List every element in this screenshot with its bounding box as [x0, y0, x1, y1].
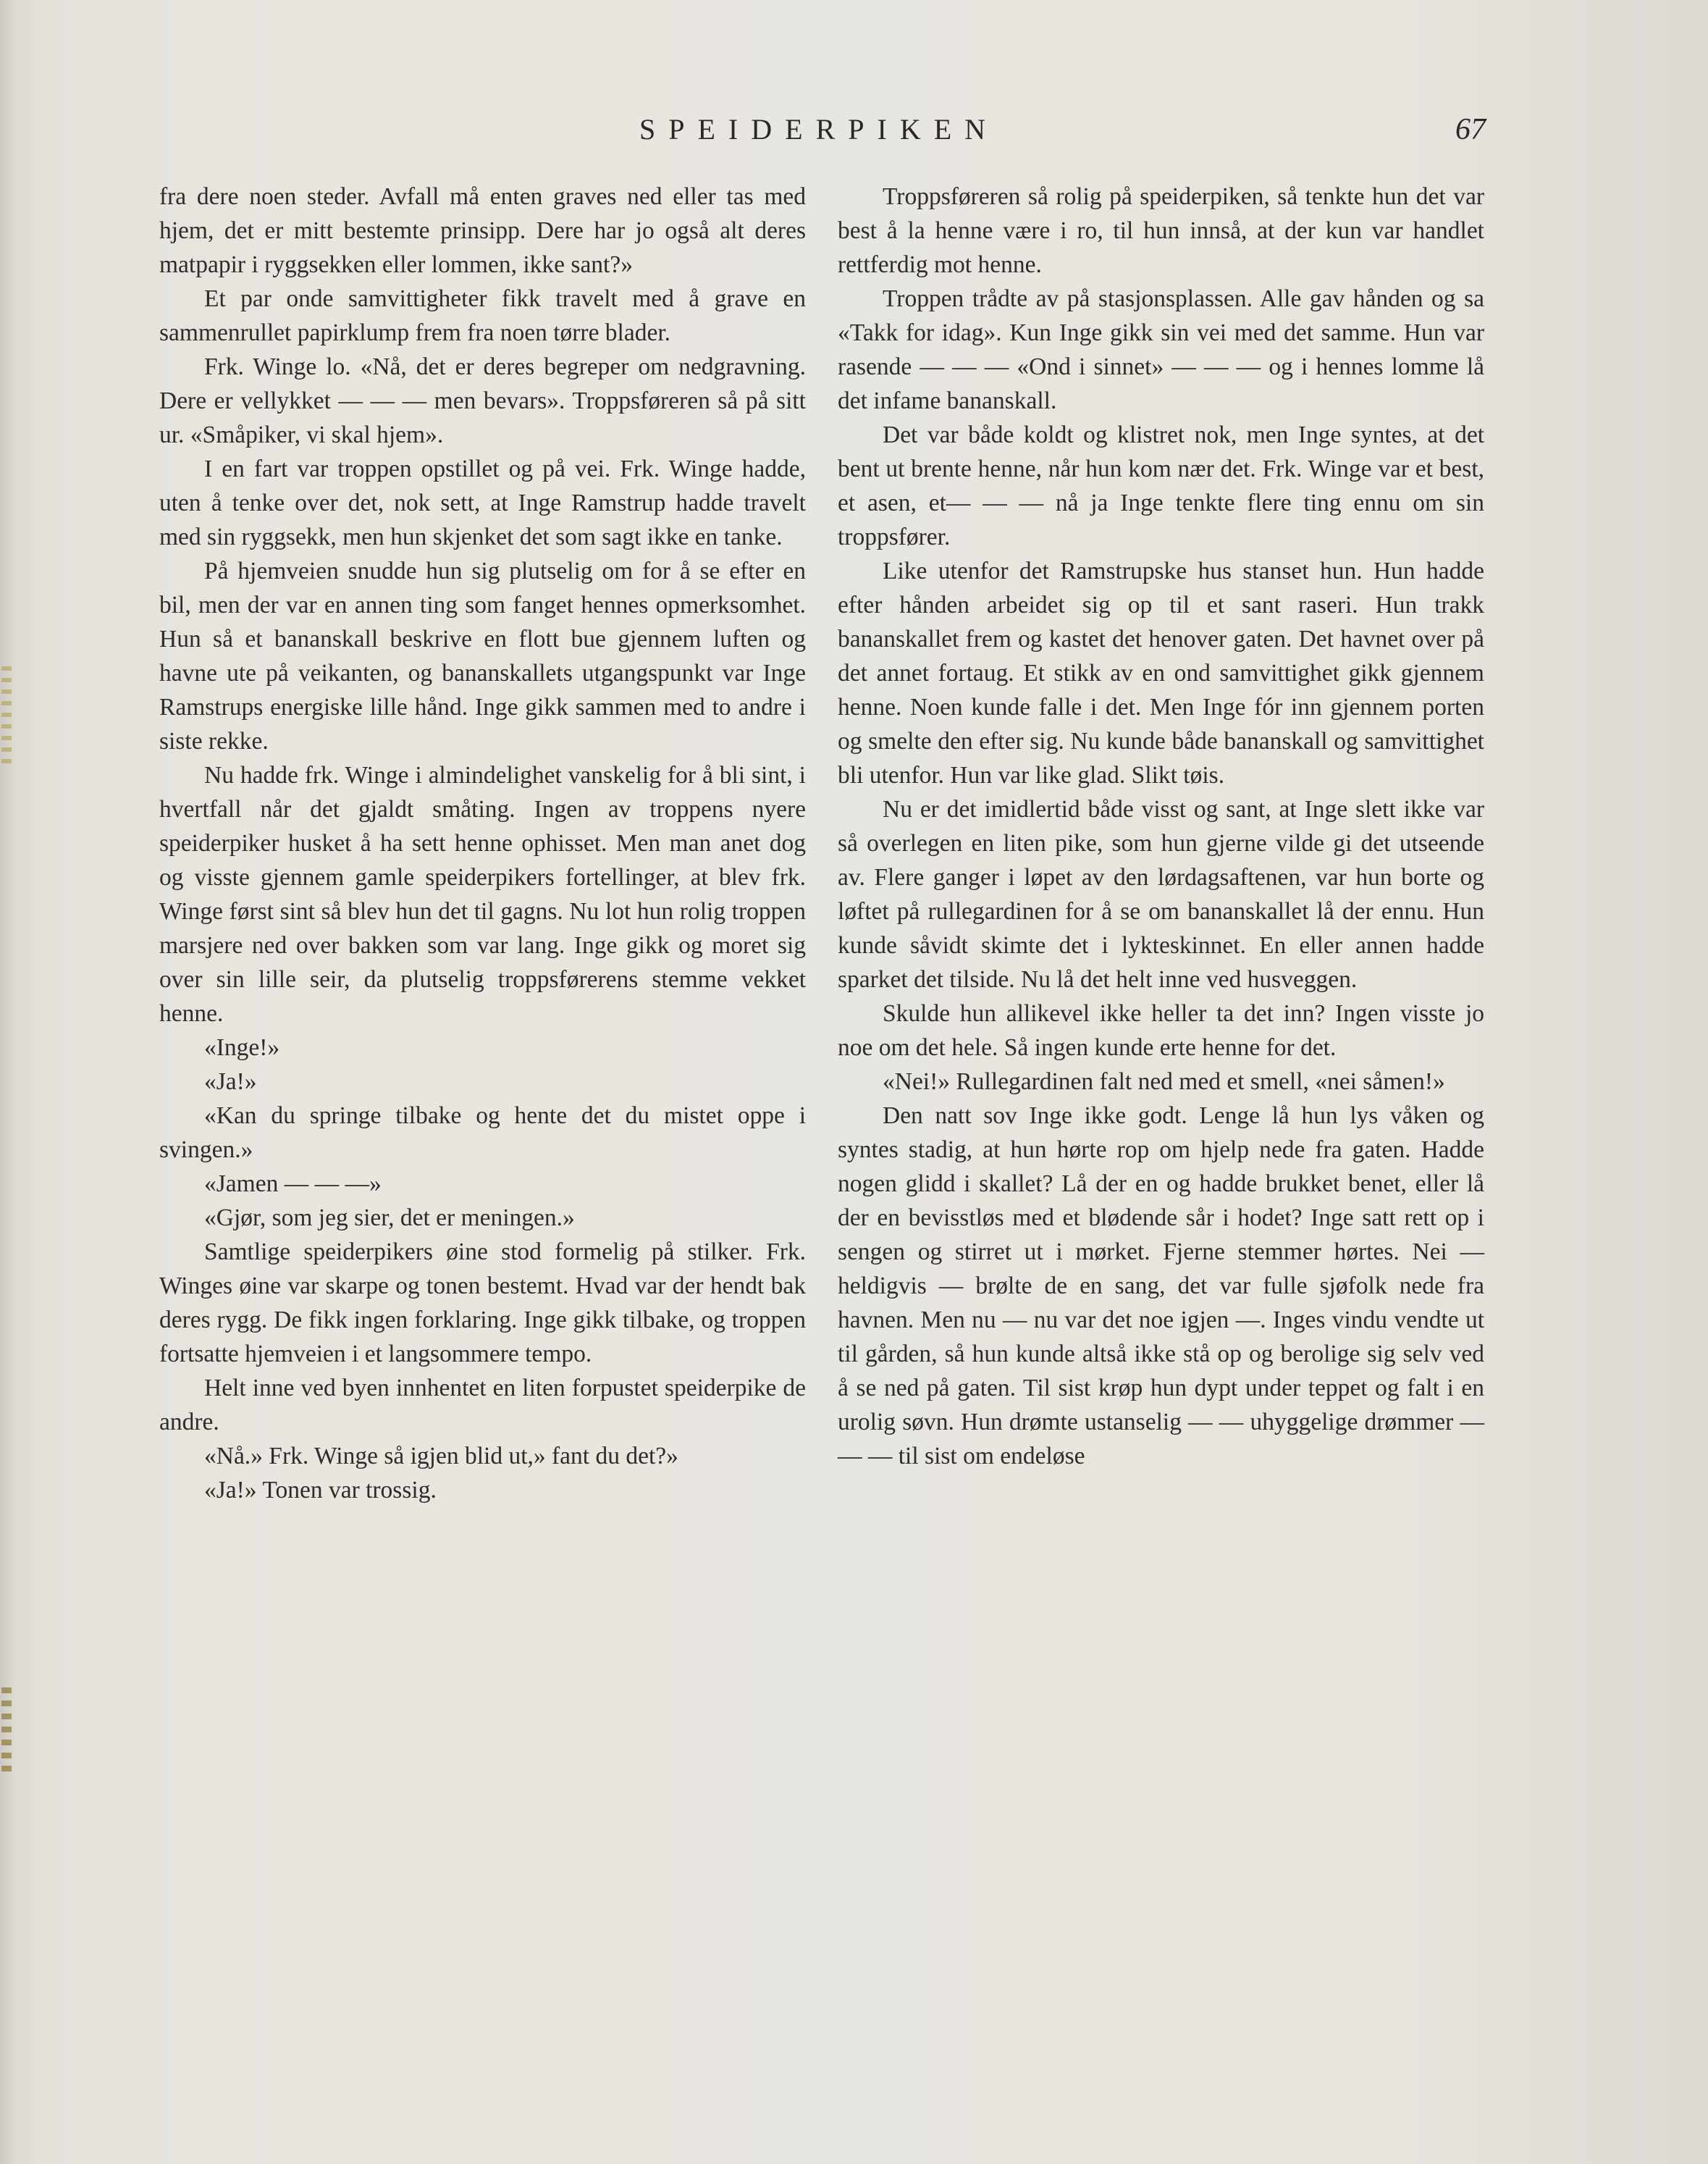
- dialogue-line: «Jamen — — —»: [204, 1170, 382, 1197]
- page-number: 67: [1455, 113, 1486, 146]
- dialogue-line: «Ja!»: [204, 1068, 257, 1095]
- paragraph: Samtlige speiderpikers øine stod formelig på stilker. Frk. Winges øine var skarpe og tonen bestemt. Hvad var der hendt bak deres rygg. De fikk ingen forklaring. Inge gikk tilbake, og troppen fortsatte hjemveien i et langsommere tempo.: [159, 1238, 806, 1367]
- paragraph: Frk. Winge lo. «Nå, det er deres begreper om nedgravning. Dere er vellykket — — — men bevars». Troppsføreren så på sitt ur. «Småpiker, vi skal hjem».: [159, 353, 806, 448]
- dialogue-line: «Inge!»: [204, 1034, 280, 1061]
- paragraph: Nu hadde frk. Winge i almindelighet vanskelig for å bli sint, i hvertfall når det gjaldt småting. Ingen av troppens nyere speiderpiker husket å ha sett henne ophisset. Men man anet dog og visste gjennem gamle speiderpikers fortellinger, at blev frk. Winge først sint så blev hun det til gagns. Nu lot hun rolig troppen marsjere ned over bakken som var lang. Inge gikk og moret sig over sin lille seir, da plutselig troppsførerens stemme vekket henne.: [159, 762, 806, 1027]
- left-text-column: [159, 180, 806, 1507]
- paragraph: På hjemveien snudde hun sig plutselig om for å se efter en bil, men der var en annen ting som fanget hennes opmerksomhet. Hun så et bananskall beskrive en flott bue gjennem luften og havne ute på veikanten, og bananskallets utgangspunkt var Inge Ramstrups energiske lille hånd. Inge gikk sammen med to andre i siste rekke.: [159, 558, 806, 755]
- paragraph: Like utenfor det Ramstrupske hus stanset hun. Hun hadde efter hånden arbeidet sig op til et sant raseri. Hun trakk bananskallet frem og kastet det henover gaten. Det havnet over på det annet fortaug. Et stikk av en ond samvittighet gikk gjennem henne. Noen kunde falle i det. Men Inge fór inn gjennem porten og smelte den efter sig. Nu kunde både bananskall og samvittighet bli utenfor. Hun var like glad. Slikt tøis.: [838, 558, 1484, 789]
- binding-stain: [1, 1687, 12, 1774]
- paragraph: Det var både koldt og klistret nok, men Inge syntes, at det bent ut brente henne, når hun kom nær det. Frk. Winge var et best, et asen, et— — — nå ja Inge tenkte flere ting ennu om sin troppsfører.: [838, 422, 1484, 550]
- paragraph: Nu er det imidlertid både visst og sant, at Inge slett ikke var så overlegen en liten pike, som hun gjerne vilde gi det utseende av. Flere ganger i løpet av den lørdagsaftenen, var hun borte og løftet på rullegardinen for å se om bananskallet lå der ennu. Hun kunde såvidt skimte det i lykteskinnet. En eller annen hadde sparket det tilside. Nu lå det helt inne ved husveggen.: [838, 796, 1484, 993]
- dialogue-line: «Kan du springe tilbake og hente det du mistet oppe i svingen.»: [159, 1102, 806, 1163]
- paragraph: Troppsføreren så rolig på speiderpiken, så tenkte hun det var best å la henne være i ro, til hun innså, at der kun var handlet rettferdig mot henne.: [838, 183, 1484, 278]
- dialogue-line: «Gjør, som jeg sier, det er meningen.»: [204, 1204, 575, 1231]
- dialogue-line: «Nei!» Rullegardinen falt ned med et smell, «nei såmen!»: [883, 1068, 1445, 1095]
- paragraph: Den natt sov Inge ikke godt. Lenge lå hun lys våken og syntes stadig, at hun hørte rop om hjelp nede fra gaten. Hadde nogen glidd i skallet? Lå der en og hadde brukket benet, eller lå der en bevisstløs med et blødende sår i hodet? Inge satt rett op i sengen og stirret ut i mørket. Fjerne stemmer hørtes. Nei — heldigvis — brølte de en sang, det var fulle sjøfolk nede fra havnen. Men nu — nu var det noe igjen —. Inges vindu vendte ut til gården, så hun kunde altså ikke stå op og berolige sig selv ved å se ned på gaten. Til sist krøp hun dypt under teppet og falt i en urolig søvn. Hun drømte ustanselig — — uhyggelige drømmer — — — til sist om endeløse: [838, 1102, 1484, 1469]
- paragraph: fra dere noen steder. Avfall må enten graves ned eller tas med hjem, det er mitt bestemte prinsipp. Dere har jo også alt deres matpapir i ryggsekken eller lommen, ikke sant?»: [159, 183, 806, 278]
- right-text-column: [838, 180, 1484, 1473]
- dialogue-line: «Nå.» Frk. Winge så igjen blid ut,» fant du det?»: [204, 1443, 678, 1469]
- dialogue-line: «Ja!» Tonen var trossig.: [204, 1477, 437, 1504]
- paragraph: Helt inne ved byen innhentet en liten forpustet speiderpike de andre.: [159, 1375, 806, 1435]
- paragraph: Skulde hun allikevel ikke heller ta det inn? Ingen visste jo noe om det hele. Så ingen kunde erte henne for det.: [838, 1000, 1484, 1061]
- binding-stain: [1, 666, 12, 768]
- page-gutter-shadow: [0, 0, 16, 2164]
- paragraph: Troppen trådte av på stasjonsplassen. Alle gav hånden og sa «Takk for idag». Kun Inge gikk sin vei med det samme. Hun var rasende — — — «Ond i sinnet» — — — og i hennes lomme lå det infame bananskall.: [838, 285, 1484, 414]
- paragraph: I en fart var troppen opstillet og på vei. Frk. Winge hadde, uten å tenke over det, nok sett, at Inge Ramstrup hadde travelt med sin ryggsekk, men hun skjenket det som sagt ikke en tanke.: [159, 456, 806, 550]
- running-header-title: SPEIDERPIKEN: [639, 113, 999, 146]
- paragraph: Et par onde samvittigheter fikk travelt med å grave en sammenrullet papirklump frem fra noen tørre blader.: [159, 285, 806, 346]
